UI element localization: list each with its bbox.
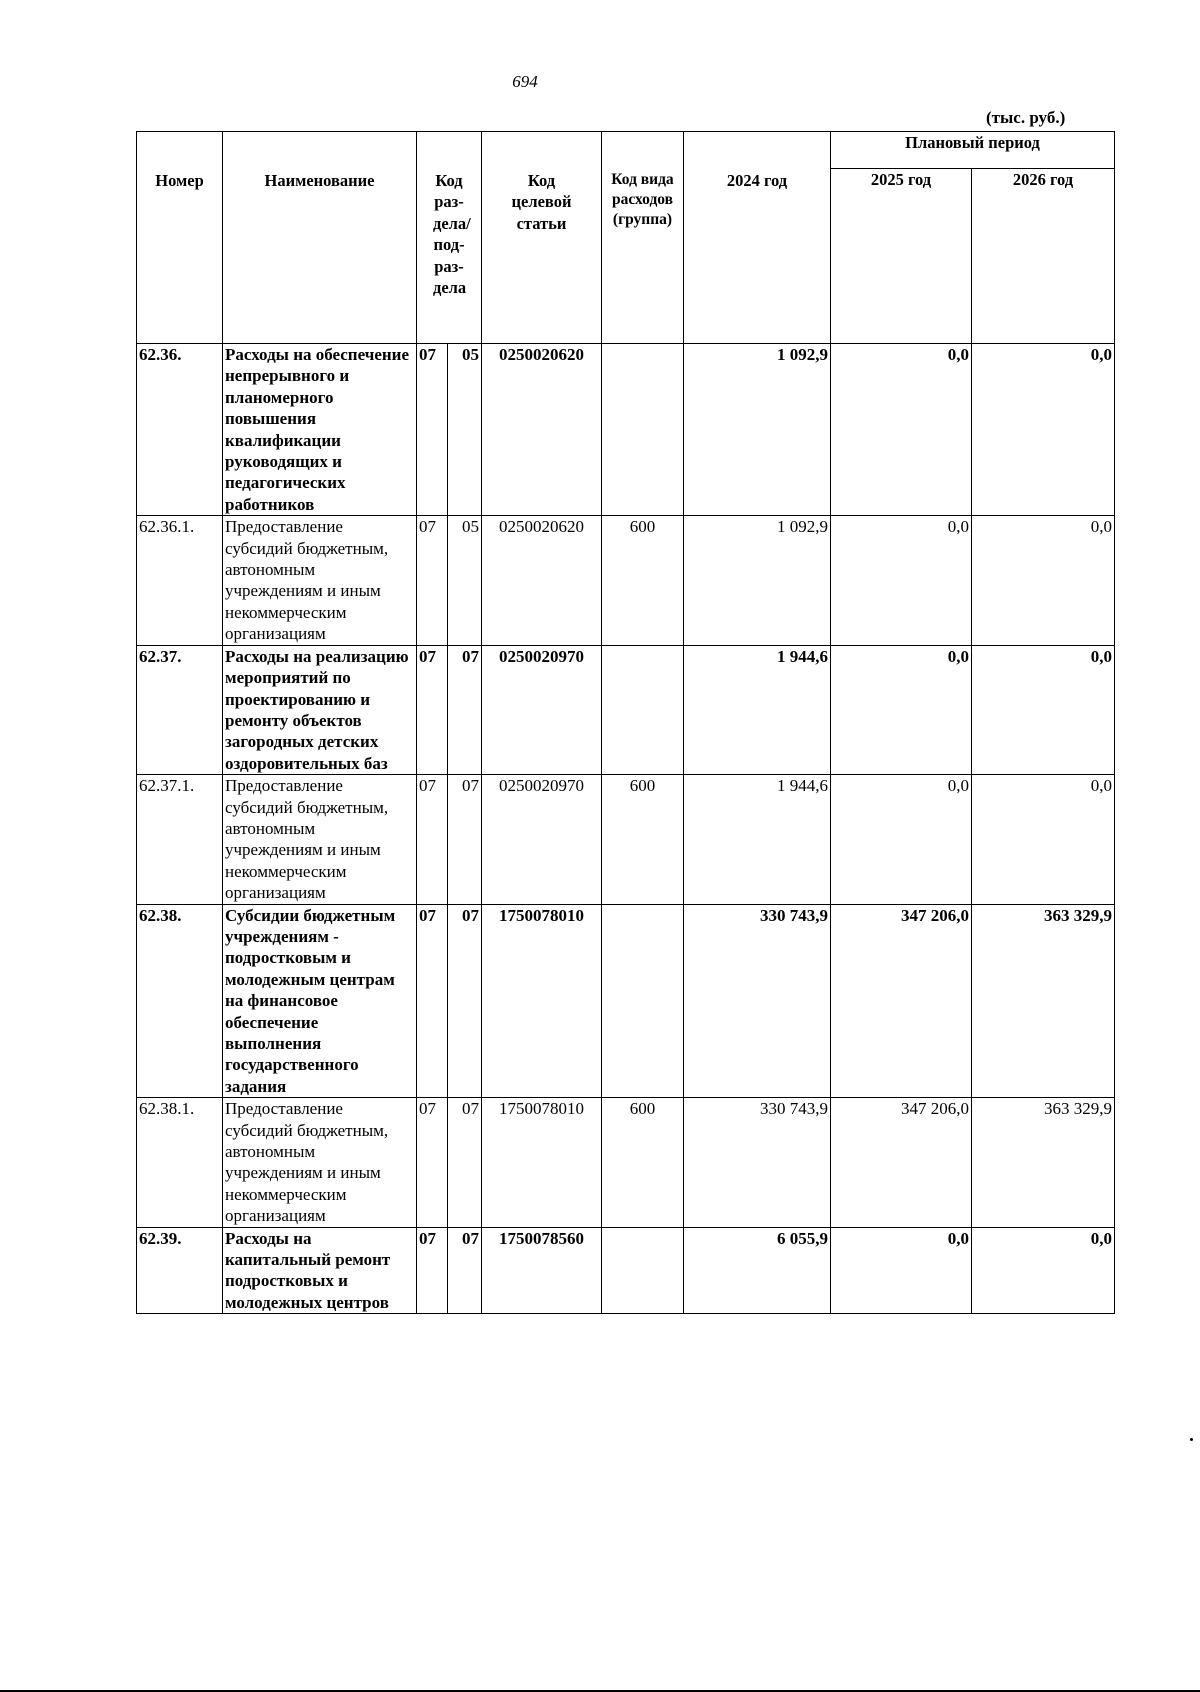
row-target-code: 1750078010 — [482, 1098, 602, 1227]
units-label: (тыс. руб.) — [986, 108, 1066, 127]
row-subsection: 05 — [448, 516, 482, 645]
row-amount-2025: 0,0 — [831, 344, 972, 516]
row-name: Расходы на обеспечение непрерывного и планомерного повышения квалификации руководящих и педагогических работников — [223, 344, 417, 516]
row-subsection: 05 — [448, 344, 482, 516]
row-expense-type: 600 — [602, 1098, 684, 1227]
row-name: Предоставление субсидий бюджетным, автономным учреждениям и иным некоммерческим организациям — [223, 1098, 417, 1227]
scan-artifact-dot — [1190, 1438, 1193, 1441]
row-section: 07 — [417, 1098, 448, 1227]
row-amount-2024: 1 092,9 — [684, 344, 831, 516]
row-target-code: 0250020620 — [482, 516, 602, 645]
header-target-code: Код целевой статьи — [482, 132, 602, 344]
row-name: Расходы на капитальный ремонт подростковых и молодежных центров — [223, 1227, 417, 1314]
table-row — [137, 1098, 1115, 1227]
row-number: 62.37.1. — [137, 775, 223, 904]
table-row — [137, 344, 1115, 516]
row-amount-2024: 1 944,6 — [684, 775, 831, 904]
row-subsection: 07 — [448, 775, 482, 904]
row-expense-type — [602, 904, 684, 1098]
row-expense-type: 600 — [602, 516, 684, 645]
header-section-code: Код раз-дела/ под-раз-дела — [417, 132, 482, 344]
table-row — [137, 775, 1115, 904]
row-amount-2026: 363 329,9 — [972, 1098, 1115, 1227]
row-target-code: 0250020970 — [482, 645, 602, 774]
row-amount-2024: 1 944,6 — [684, 645, 831, 774]
row-target-code: 0250020970 — [482, 775, 602, 904]
page-number: 694 — [512, 72, 538, 91]
row-amount-2025: 0,0 — [831, 516, 972, 645]
row-section: 07 — [417, 516, 448, 645]
row-amount-2025: 0,0 — [831, 775, 972, 904]
row-section: 07 — [417, 344, 448, 516]
row-amount-2025: 347 206,0 — [831, 904, 972, 1098]
row-number: 62.38.1. — [137, 1098, 223, 1227]
row-expense-type — [602, 645, 684, 774]
row-amount-2024: 6 055,9 — [684, 1227, 831, 1314]
table-row — [137, 516, 1115, 645]
row-subsection: 07 — [448, 904, 482, 1098]
header-year-2025: 2025 год — [831, 169, 972, 344]
row-expense-type: 600 — [602, 775, 684, 904]
row-number: 62.36.1. — [137, 516, 223, 645]
row-subsection: 07 — [448, 645, 482, 774]
row-amount-2024: 330 743,9 — [684, 904, 831, 1098]
row-amount-2026: 0,0 — [972, 1227, 1115, 1314]
row-amount-2026: 0,0 — [972, 645, 1115, 774]
row-subsection: 07 — [448, 1098, 482, 1227]
header-expense-type-code: Код вида расходов (группа) — [602, 132, 684, 344]
header-planned-period: Плановый период — [831, 132, 1115, 169]
header-number: Номер — [137, 132, 223, 344]
row-target-code: 0250020620 — [482, 344, 602, 516]
row-amount-2026: 0,0 — [972, 516, 1115, 645]
row-name: Расходы на реализацию мероприятий по проектированию и ремонту объектов загородных детских оздоровительных баз — [223, 645, 417, 774]
row-expense-type — [602, 1227, 684, 1314]
row-name: Предоставление субсидий бюджетным, автономным учреждениям и иным некоммерческим организациям — [223, 775, 417, 904]
row-section: 07 — [417, 1227, 448, 1314]
row-section: 07 — [417, 775, 448, 904]
table-row — [137, 1227, 1115, 1314]
row-expense-type — [602, 344, 684, 516]
row-amount-2025: 347 206,0 — [831, 1098, 972, 1227]
row-name: Предоставление субсидий бюджетным, автономным учреждениям и иным некоммерческим организациям — [223, 516, 417, 645]
row-amount-2025: 0,0 — [831, 1227, 972, 1314]
row-target-code: 1750078010 — [482, 904, 602, 1098]
row-number: 62.37. — [137, 645, 223, 774]
row-subsection: 07 — [448, 1227, 482, 1314]
row-section: 07 — [417, 904, 448, 1098]
row-number: 62.38. — [137, 904, 223, 1098]
row-number: 62.36. — [137, 344, 223, 516]
table-row — [137, 645, 1115, 774]
row-number: 62.39. — [137, 1227, 223, 1314]
row-amount-2026: 0,0 — [972, 344, 1115, 516]
row-target-code: 1750078560 — [482, 1227, 602, 1314]
row-amount-2024: 1 092,9 — [684, 516, 831, 645]
row-name: Субсидии бюджетным учреждениям - подростковым и молодежным центрам на финансовое обеспечение выполнения государственного задания — [223, 904, 417, 1098]
row-section: 07 — [417, 645, 448, 774]
budget-table — [136, 131, 1115, 1314]
header-year-2026: 2026 год — [972, 169, 1115, 344]
row-amount-2025: 0,0 — [831, 645, 972, 774]
header-year-2024: 2024 год — [684, 132, 831, 344]
table-row — [137, 904, 1115, 1098]
row-amount-2026: 363 329,9 — [972, 904, 1115, 1098]
header-name: Наименование — [223, 132, 417, 344]
row-amount-2024: 330 743,9 — [684, 1098, 831, 1227]
row-amount-2026: 0,0 — [972, 775, 1115, 904]
